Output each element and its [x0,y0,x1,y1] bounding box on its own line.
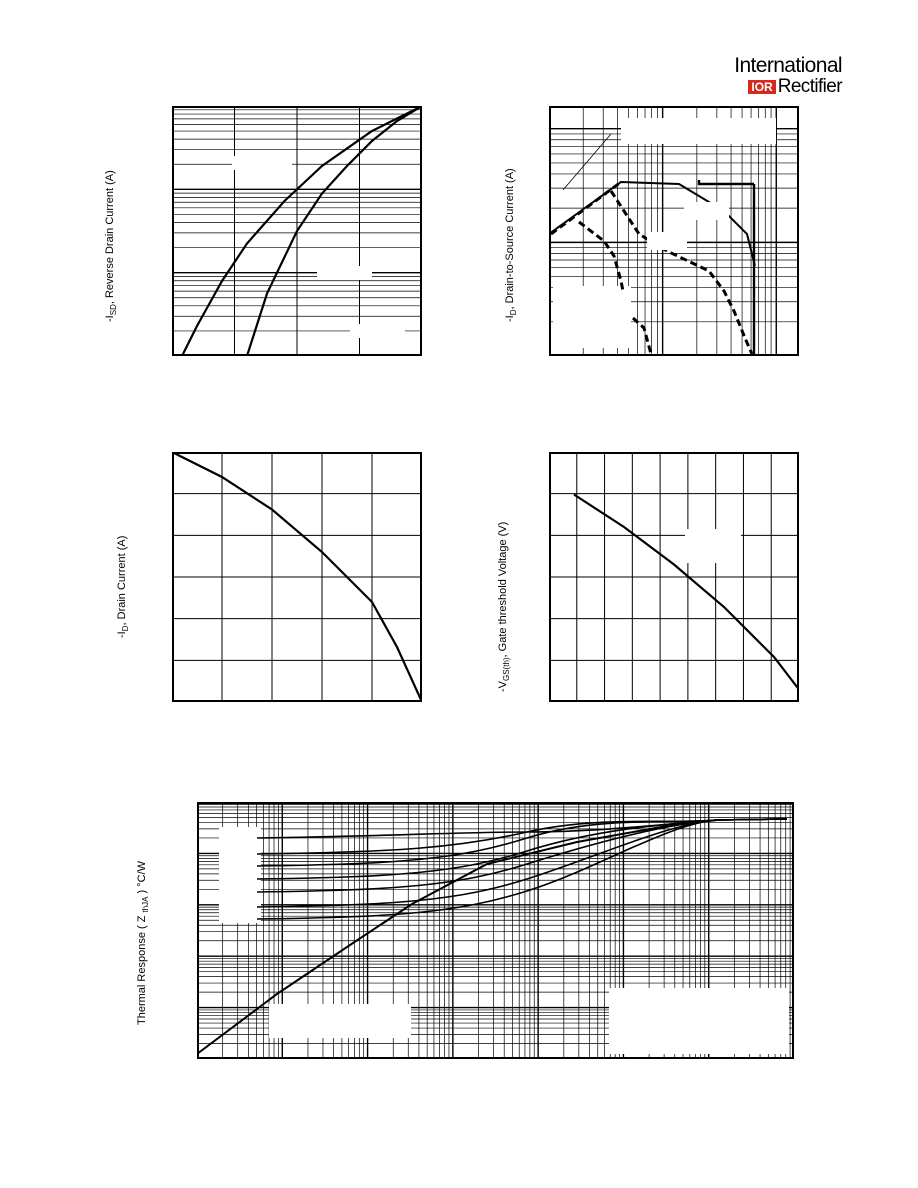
company-logo [732,52,842,100]
label-mask [684,202,729,220]
notes-mask [609,988,789,1054]
curve-series-1 [182,106,422,356]
annotation-leader-line [563,134,611,190]
drain-current-plot [172,452,422,702]
logo-text-rectifier: Rectifier [777,76,842,97]
curve-series-2 [247,106,422,356]
logo-mark: IOR [748,80,775,94]
legend-mask [317,266,372,280]
reverse-drain-plot [172,106,422,356]
logo-text-rectifier-row [748,76,842,98]
label-mask [561,290,629,346]
legend-mask [219,827,261,923]
drain-current-chart [172,452,422,702]
duty-cycle-curve-4 [257,819,787,879]
note-mask [621,118,776,144]
soa-chart [549,106,799,356]
soa-plot [549,106,799,356]
thermal-ylabel: Thermal Response ( Z $_{thJA}$ ) °C/W [136,860,150,1025]
drain-current-ylabel: $-I_D$, Drain Current (A) [116,535,130,638]
soa-100ms-line [633,318,651,354]
thermal-plot [197,802,794,1059]
duty-cycle-curve-5 [257,819,787,866]
vgs-th-plot [549,452,799,702]
soa-ylabel: $-I_D$, Drain-to-Source Current (A) [504,168,518,322]
soa-limit-line [699,180,754,184]
thermal-chart [197,802,794,1059]
formula-mask [269,1004,411,1038]
legend-mask [232,156,292,170]
reverse-drain-ylabel: $-I_{SD}$, Reverse Drain Current (A) [104,170,118,322]
vgs-th-ylabel: $-V_{GS(th)}$, Gate threshold Voltage (V) [497,521,511,692]
legend-mask [685,529,741,563]
logo-text-international: International [734,54,842,77]
label-mask [647,232,687,250]
vgs-th-chart [549,452,799,702]
reverse-drain-chart [172,106,422,356]
legend-mask [350,324,405,338]
